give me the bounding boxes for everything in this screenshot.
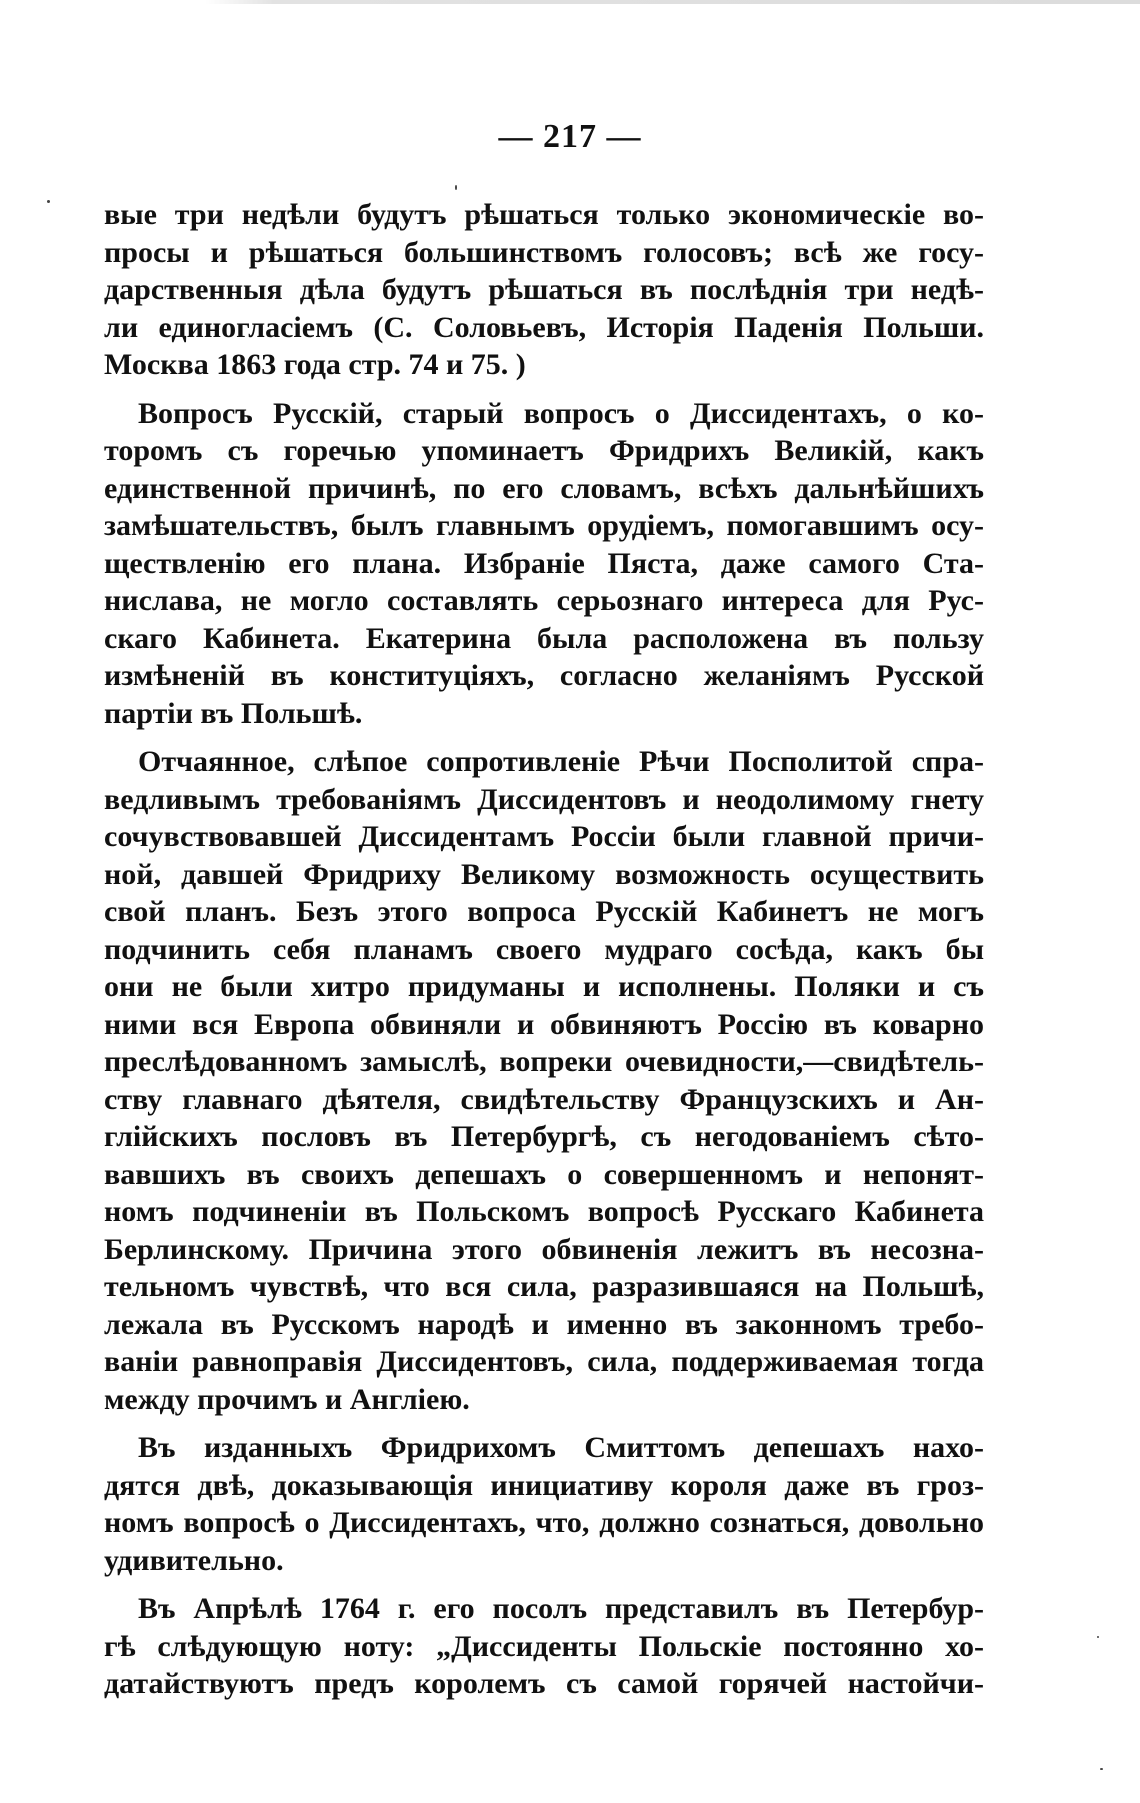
text-line: удивительно. (104, 1543, 284, 1577)
text-line: ли единогласіемъ (С. Соловьевъ, Исторія Паденія Польши. (104, 310, 984, 344)
text-line: лежала въ Русскомъ народѣ и именно въ законномъ требо- (104, 1307, 984, 1341)
text-line: Москва 1863 года стр. 74 и 75. ) (104, 348, 526, 381)
text-line: между прочимъ и Англіею. (104, 1382, 470, 1416)
text-line: скаго Кабинета. Екатерина была расположена въ пользу (104, 621, 984, 655)
text-line: подчинить себя планамъ своего мудраго сосѣда, какъ бы (104, 932, 984, 966)
text-line: датайствуютъ предъ королемъ съ самой горячей настойчи- (104, 1667, 984, 1700)
text-line: торомъ съ горечью упоминаетъ Фридрихъ Великій, какъ (104, 434, 984, 467)
top-edge-rule (0, 0, 1140, 4)
scan-speck (1097, 1636, 1099, 1638)
text-line: нислава, не могло составлять серьознаго интереса для Рус- (104, 584, 984, 617)
scan-speck (1100, 1768, 1103, 1770)
text-line: дятся двѣ, доказывающія инициативу короля даже въ гроз- (104, 1468, 984, 1502)
text-line: они не были хитро придуманы и исполнены. Поляки и съ (104, 970, 984, 1003)
text-line: партіи въ Польшѣ. (104, 696, 363, 730)
text-line: тельномъ чувствѣ, что вся сила, разразившаяся на Польшѣ, (104, 1270, 984, 1303)
text-line: номъ вопросѣ о Диссидентахъ, что, должно сознаться, довольно (104, 1506, 984, 1539)
scan-speck (47, 200, 50, 203)
text-line: единственной причинѣ, по его словамъ, всѣхъ дальнѣйшихъ (104, 471, 984, 505)
text-line: измѣненій въ конституціяхъ, согласно желаніямъ Русской (104, 659, 984, 692)
text-line: гѣ слѣдующую ноту: „Диссиденты Польскіе постоянно хо- (104, 1629, 984, 1663)
text-line: вые три недѣли будутъ рѣшаться только экономическіе во- (104, 198, 984, 231)
text-line: дарственныя дѣла будутъ рѣшаться въ послѣднія три недѣ- (104, 273, 984, 306)
page-number: — 217 — (498, 118, 642, 155)
scan-speck (455, 185, 457, 190)
text-line: Въ изданныхъ Фридрихомъ Смиттомъ депешахъ нахо- (138, 1431, 984, 1464)
text-line: Отчаянное, слѣпое сопротивленіе Рѣчи Посполитой спра- (138, 745, 984, 778)
text-line: ведливымъ требованіямъ Диссидентовъ и неодолимому гнету (104, 782, 984, 816)
text-line: замѣшательствъ, былъ главнымъ орудіемъ, помогавшимъ осу- (104, 509, 984, 542)
text-line: ществленію его плана. Избраніе Пяста, даже самого Ста- (104, 546, 984, 580)
text-line: номъ подчиненіи въ Польскомъ вопросѣ Русскаго Кабинета (104, 1195, 984, 1228)
text-line: Берлинскому. Причина этого обвиненія лежитъ въ несозна- (104, 1232, 984, 1266)
text-line: вавшихъ въ своихъ депешахъ о совершенномъ и непонят- (104, 1157, 984, 1191)
text-line: Въ Апрѣлѣ 1764 г. его посолъ представилъ въ Петербур- (138, 1592, 984, 1625)
text-line: преслѣдованномъ замыслѣ, вопреки очевидности,—свидѣтель- (104, 1045, 984, 1078)
text-line: свой планъ. Безъ этого вопроса Русскій Кабинетъ не могъ (104, 895, 984, 928)
text-line: сочувствовавшей Диссидентамъ Россіи были главной причи- (104, 820, 984, 853)
text-line: просы и рѣшаться большинствомъ голосовъ; всѣ же госу- (104, 235, 984, 269)
text-line: ной, давшей Фридриху Великому возможность осуществить (104, 857, 984, 891)
text-line: Вопросъ Русскій, старый вопросъ о Диссидентахъ, о ко- (138, 396, 984, 430)
text-line: ству главнаго дѣятеля, свидѣтельству Французскихъ и Ан- (104, 1082, 984, 1116)
text-line: глійскихъ пословъ въ Петербургѣ, съ негодованіемъ сѣто- (104, 1120, 984, 1153)
text-line: ваніи равноправія Диссидентовъ, сила, поддерживаемая тогда (104, 1345, 984, 1378)
body-text (104, 196, 984, 1703)
text-line: ними вся Европа обвиняли и обвиняютъ Россію въ коварно (104, 1007, 984, 1041)
